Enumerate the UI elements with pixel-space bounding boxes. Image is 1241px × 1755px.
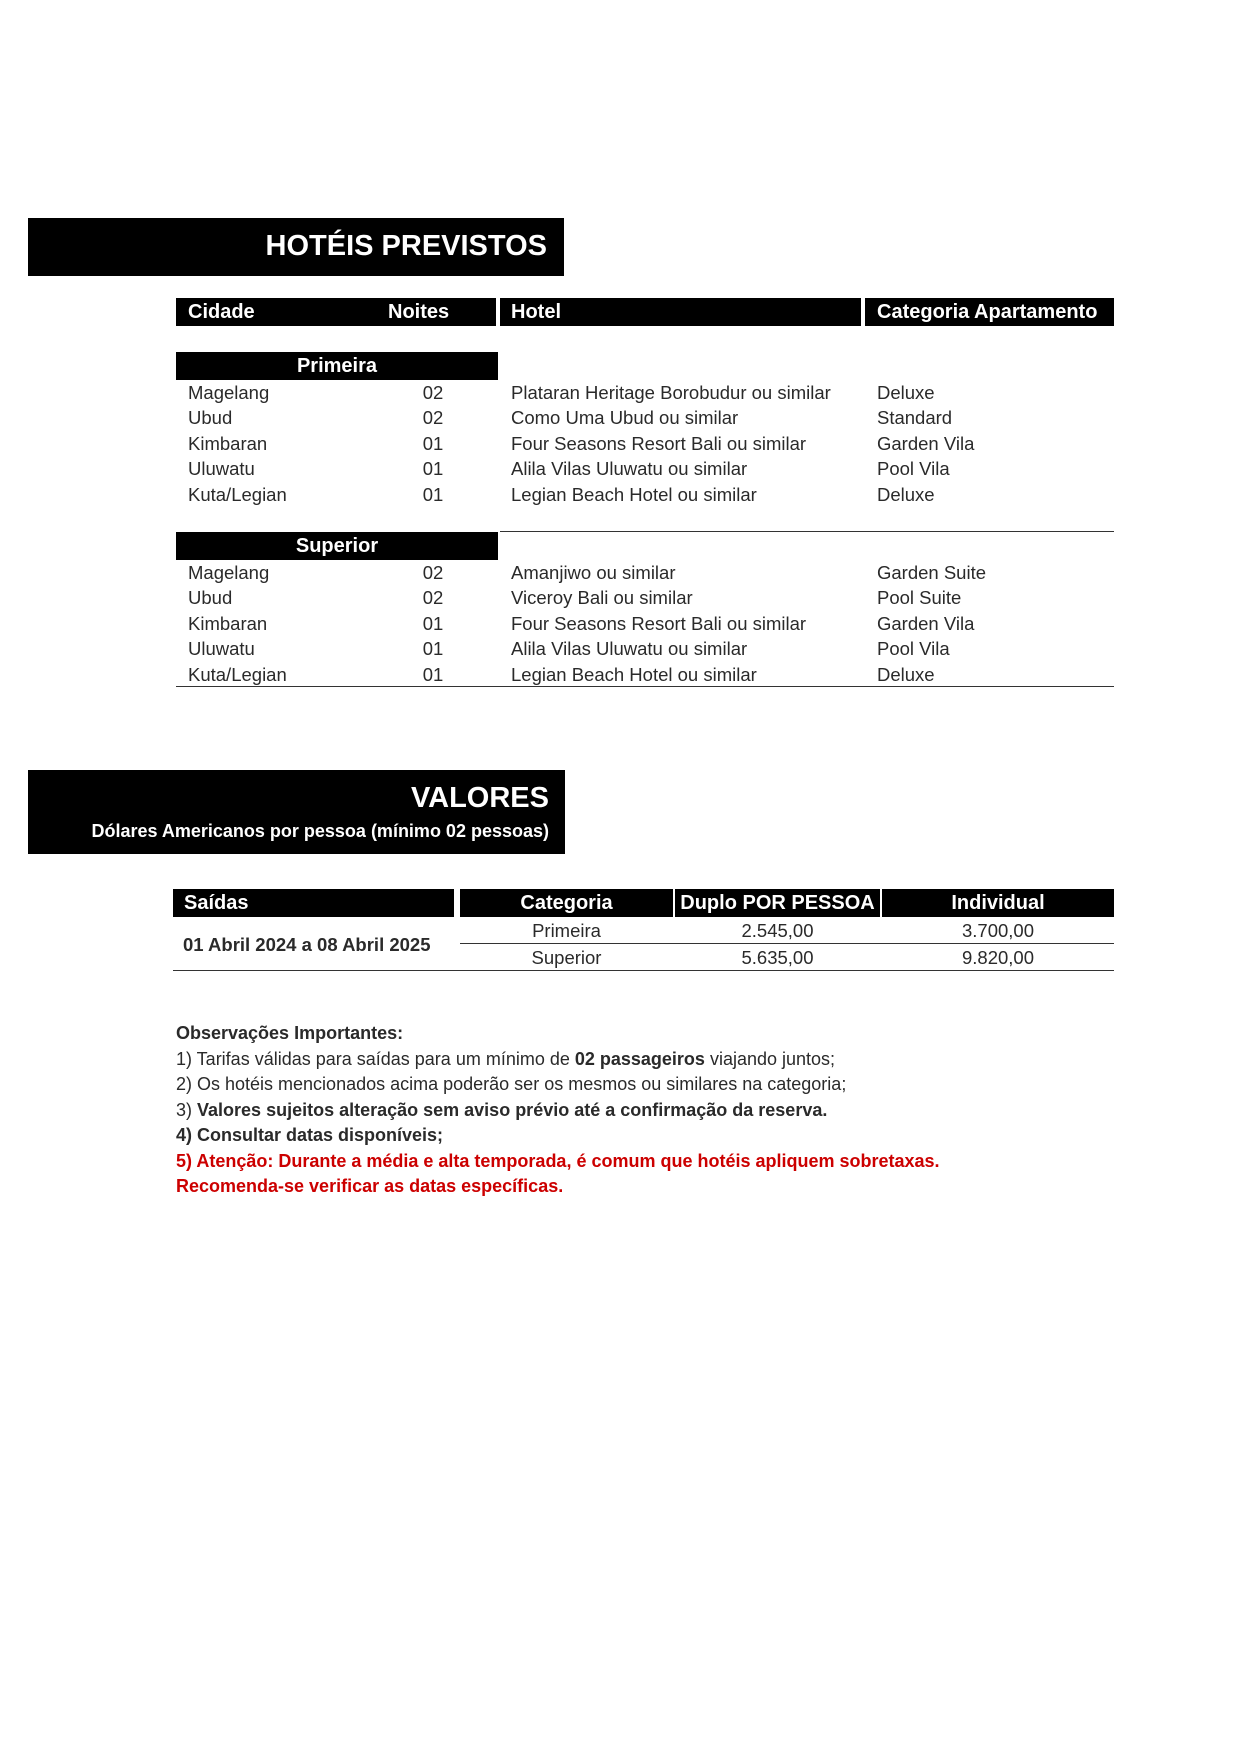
departure-period: 01 Abril 2024 a 08 Abril 2025: [183, 934, 431, 955]
cell-city: Uluwatu: [188, 458, 255, 480]
col-header-nights: Noites: [388, 301, 450, 323]
note-1-text-end: viajando juntos;: [704, 1048, 836, 1069]
col-header-double: Duplo POR PESSOA: [675, 889, 880, 917]
group-divider: [500, 531, 1114, 532]
cell-room-category: Pool Vila: [877, 458, 950, 480]
cell-hotel: Viceroy Bali ou similar: [511, 587, 693, 609]
cell-nights: 02: [422, 562, 444, 583]
group-label-primeira: [176, 352, 498, 380]
cell-nights: 02: [422, 382, 444, 403]
price-row-category: Superior: [531, 947, 602, 968]
prices-bottom-rule: [173, 970, 1114, 971]
group-label-superior: [176, 532, 498, 560]
cell-city: Uluwatu: [188, 638, 255, 660]
cell-nights: 01: [422, 432, 444, 454]
cell-hotel: Alila Vilas Uluwatu ou similar: [511, 458, 748, 480]
note-5-warning-cont: Recomenda-se verificar as datas específicas.: [176, 1176, 564, 1196]
price-row-category: Primeira: [532, 920, 601, 941]
note-1-emphasis: 02 passageiros: [574, 1048, 705, 1069]
cell-city: Magelang: [188, 382, 270, 403]
header-divider: [861, 298, 865, 326]
cell-city: Kimbaran: [188, 432, 268, 454]
header-divider: [496, 298, 500, 326]
cell-city: Kimbaran: [188, 612, 268, 634]
note-3-emphasis: Valores sujeitos alteração sem aviso prévio até a confirmação da reserva.: [197, 1099, 828, 1120]
cell-hotel: Alila Vilas Uluwatu ou similar: [511, 638, 748, 660]
cell-hotel: Plataran Heritage Borobudur ou similar: [511, 382, 831, 403]
cell-nights: 01: [422, 612, 444, 634]
cell-room-category: Deluxe: [877, 483, 935, 505]
note-4: 4) Consultar datas disponíveis;: [176, 1125, 444, 1145]
cell-hotel: Legian Beach Hotel ou similar: [511, 663, 757, 685]
cell-room-category: Garden Suite: [877, 562, 987, 583]
note-1-text: 1) Tarifas válidas para saídas para um mínimo de: [176, 1048, 575, 1069]
cell-city: Ubud: [188, 407, 233, 429]
important-notes: [176, 1021, 940, 1200]
cell-room-category: Deluxe: [877, 663, 935, 685]
group-label-text: Superior: [295, 535, 379, 557]
hotels-title: HOTÉIS PREVISTOS: [265, 230, 547, 262]
note-5-warning: 5) Atenção: Durante a média e alta temporada, é comum que hotéis apliquem sobretaxas.: [176, 1150, 940, 1171]
col-header-room-category: Categoria Apartamento: [877, 301, 1098, 323]
note-3: [176, 1098, 940, 1124]
table-bottom-rule: [176, 686, 1114, 687]
prices-subtitle: Dólares Americanos por pessoa (mínimo 02 pessoas): [91, 821, 549, 841]
hotels-banner: [28, 218, 564, 276]
cell-hotel: Four Seasons Resort Bali ou similar: [511, 432, 807, 454]
note-1: [176, 1047, 940, 1073]
cell-nights: 02: [422, 587, 444, 609]
cell-nights: 02: [422, 407, 444, 429]
col-header-hotel: Hotel: [511, 301, 561, 323]
col-header-city: Cidade: [188, 301, 255, 323]
note-2: 2) Os hotéis mencionados acima poderão ser os mesmos ou similares na categoria;: [176, 1074, 847, 1094]
cell-room-category: Garden Vila: [877, 612, 975, 634]
cell-nights: 01: [422, 483, 444, 505]
group-label-text: Primeira: [296, 355, 378, 377]
cell-room-category: Garden Vila: [877, 432, 975, 454]
price-row-single: 9.820,00: [961, 947, 1034, 968]
price-row-double: 2.545,00: [741, 920, 814, 941]
cell-nights: 01: [422, 663, 444, 685]
cell-hotel: Amanjiwo ou similar: [511, 562, 676, 583]
cell-hotel: Como Uma Ubud ou similar: [511, 407, 739, 429]
cell-city: Ubud: [188, 587, 233, 609]
price-row-double: 5.635,00: [741, 947, 814, 968]
price-row-divider: [460, 943, 1114, 944]
cell-nights: 01: [422, 638, 444, 660]
price-row-single: 3.700,00: [961, 920, 1034, 941]
cell-nights: 01: [422, 458, 444, 480]
prices-banner: [28, 770, 565, 854]
cell-room-category: Pool Vila: [877, 638, 950, 660]
col-header-single: Individual: [882, 889, 1114, 917]
cell-room-category: Standard: [877, 407, 953, 429]
cell-hotel: Four Seasons Resort Bali ou similar: [511, 612, 807, 634]
cell-room-category: Pool Suite: [877, 587, 962, 609]
col-header-category: Categoria: [460, 889, 673, 917]
prices-title: VALORES: [410, 782, 549, 814]
notes-heading: Observações Importantes:: [176, 1023, 404, 1043]
cell-city: Kuta/Legian: [188, 663, 287, 685]
cell-hotel: Legian Beach Hotel ou similar: [511, 483, 757, 505]
cell-room-category: Deluxe: [877, 382, 935, 403]
note-3-prefix: 3): [176, 1099, 198, 1120]
cell-city: Kuta/Legian: [188, 483, 287, 505]
col-header-departures: Saídas: [173, 889, 454, 917]
cell-city: Magelang: [188, 562, 270, 583]
